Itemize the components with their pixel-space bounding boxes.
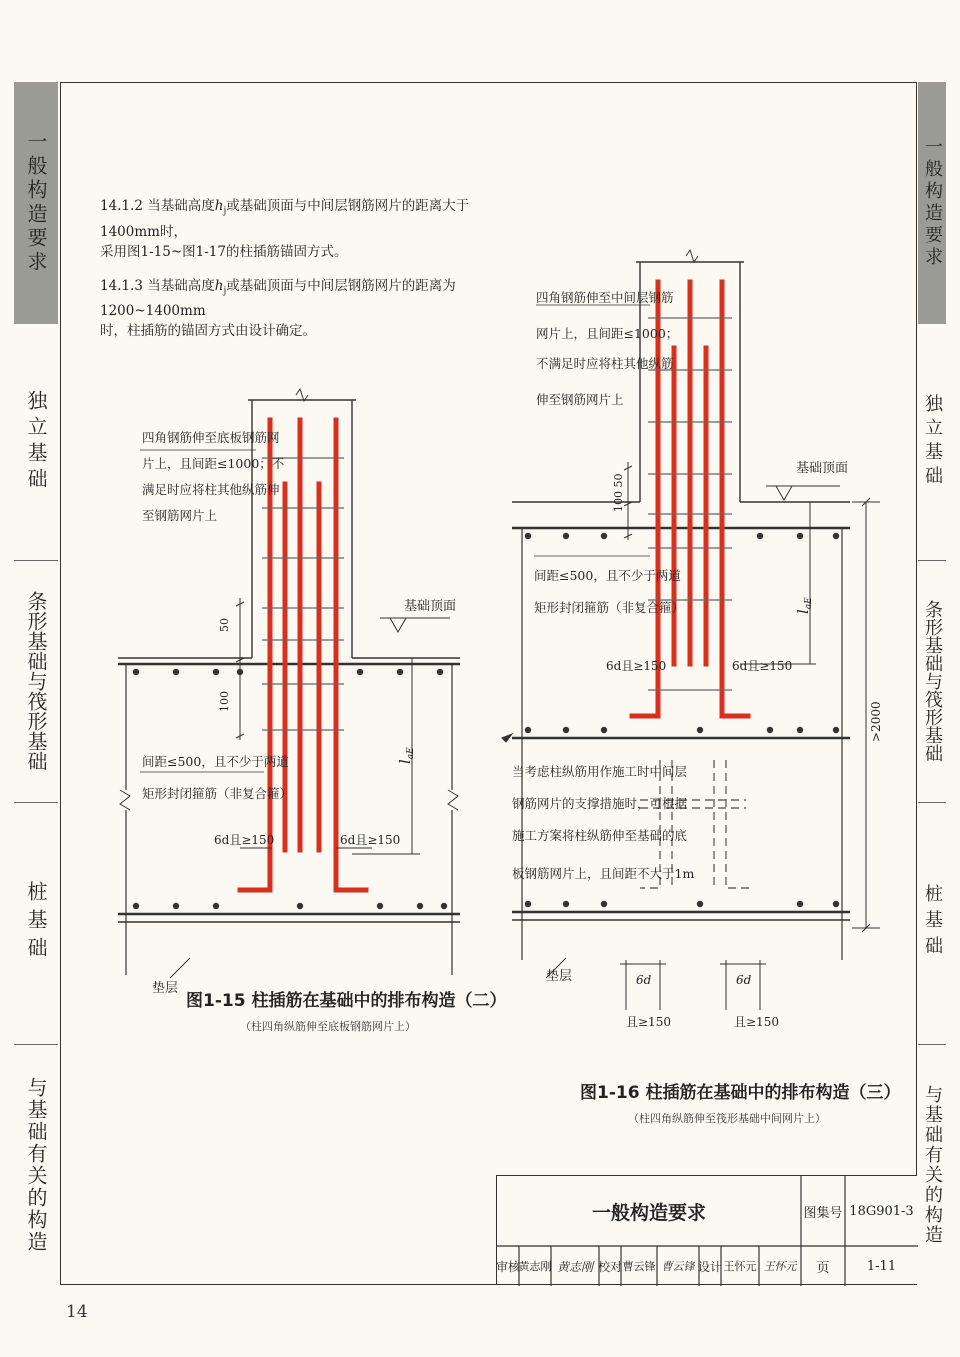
fig16-bottom-d2: 6d <box>736 973 752 987</box>
review-label: 审核 <box>496 1259 521 1274</box>
design-label: 设计 <box>698 1259 723 1274</box>
fig16-cushion-label: 垫层 <box>546 969 573 984</box>
fig16-note-stirrup-2: 矩形封闭箍筋（非复合箍） <box>534 600 685 615</box>
atlas-number: 18G901-3 <box>849 1203 914 1219</box>
fig16-note-stirrup-1: 间距≤500，且不少于两道 <box>534 568 681 583</box>
tab-label: 与基础有关的构造 <box>24 1076 48 1253</box>
fig15-note-corner-2: 片上，且间距≤1000；不 <box>142 456 285 471</box>
page-number: 14 <box>66 1302 88 1322</box>
check-label: 校对 <box>598 1259 623 1274</box>
tab-label: 条形基础与筏形基础 <box>24 591 48 771</box>
atlas-label: 图集号 <box>803 1205 843 1221</box>
tab-label: 与基础有关的构造 <box>922 1084 943 1245</box>
fig15-title: 图1-15 柱插筋在基础中的排布构造（二） <box>186 991 507 1011</box>
fig16-slab-bars <box>525 533 839 907</box>
fig16-note-corner-1: 四角钢筋伸至中间层钢筋 <box>536 290 674 305</box>
fig16-anchor-l: $l_{aE}$ <box>794 597 814 614</box>
fig16-top-label: 基础顶面 <box>796 461 849 476</box>
tab-label: 一般构造要求 <box>24 131 48 275</box>
tab-label: 一般构造要求 <box>922 137 943 269</box>
fig16-bottom-c1: 且≥150 <box>626 1015 671 1029</box>
fig15-hook-right: 6d且≥150 <box>340 833 401 847</box>
fig15-dim-50: 50 <box>218 618 231 632</box>
fig16-hook-right: 6d且≥150 <box>732 659 793 673</box>
fig16-note-support-4: 板钢筋网片上，且间距不大于1m <box>512 866 695 881</box>
fig16-note-corner-2: 网片上，且间距≤1000； <box>536 326 679 341</box>
page-number-cell: 1-11 <box>866 1258 897 1274</box>
title-block-title: 一般构造要求 <box>591 1201 706 1224</box>
tab-label: 桩基础 <box>922 884 943 962</box>
fig15-note-corner-3: 满足时应将柱其他纵筋伸 <box>142 482 280 497</box>
design-name: 王怀元 <box>723 1260 757 1273</box>
fig16-rebar <box>632 282 748 716</box>
design-signature: 王怀元 <box>763 1260 797 1273</box>
fig16-note-support-2: 钢筋网片的支撑措施时，可根据 <box>512 796 688 811</box>
clause-14-1-3: 14.1.3 当基础高度$h_j$或基础顶面与中间层钢筋网片的距离为1200~1400mm 时，柱插筋的锚固方式由设计确定。 <box>100 277 456 340</box>
tab-label: 独立基础 <box>922 394 943 490</box>
fig15-note-corner-4: 至钢筋网片上 <box>142 508 218 523</box>
fig15-note-stirrup-1: 间距≤500，且不少于两道 <box>142 754 289 769</box>
fig16-subtitle: （柱四角纵筋伸至筏形基础中间网片上） <box>628 1112 826 1125</box>
fig16-note-corner-3: 不满足时应将柱其他纵筋 <box>536 356 674 371</box>
fig15-note-stirrup-2: 矩形封闭箍筋（非复合箍） <box>142 786 293 801</box>
clause-14-1-2: 14.1.2 当基础高度$h_j$或基础顶面与中间层钢筋网片的距离大于1400mm时， 采用图1-15~图1-17的柱插筋锚固方式。 <box>100 198 470 260</box>
fig16-note-corner-4: 伸至钢筋网片上 <box>536 392 624 407</box>
title-block <box>496 1175 917 1285</box>
fig16-bottom-d1: 6d <box>636 973 652 987</box>
fig16-note-support-3: 施工方案将柱纵筋伸至基础的底 <box>512 828 688 843</box>
review-name: 黄志刚 <box>518 1260 552 1273</box>
tab-label: 桩基础 <box>24 881 48 965</box>
tab-label: 条形基础与筏形基础 <box>922 600 943 762</box>
fig16-note-support-1: 当考虑柱纵筋用作施工时中间层 <box>512 764 688 779</box>
check-signature: 曹云锋 <box>661 1260 695 1273</box>
page-label: 页 <box>816 1260 830 1276</box>
fig15-dim-100: 100 <box>218 691 231 712</box>
fig15-hook-left: 6d且≥150 <box>214 833 275 847</box>
tab-label: 独立基础 <box>24 390 48 494</box>
fig16-dim-2000: >2000 <box>869 701 883 742</box>
fig15-anchor-l: $l_{aE}$ <box>396 747 416 764</box>
fig15-note-corner-1: 四角钢筋伸至底板钢筋网 <box>142 430 280 445</box>
fig15-subtitle: （柱四角纵筋伸至底板钢筋网片上） <box>240 1020 416 1033</box>
fig16-title: 图1-16 柱插筋在基础中的排布构造（三） <box>580 1083 901 1103</box>
fig16-dim-100-50: 100 50 <box>612 473 625 512</box>
review-signature: 黄志刚 <box>556 1259 593 1274</box>
fig15-top-label: 基础顶面 <box>404 599 457 614</box>
check-name: 曹云锋 <box>622 1260 656 1273</box>
fig15-cushion-label: 垫层 <box>152 981 179 996</box>
fig16-hook-left: 6d且≥150 <box>606 659 667 673</box>
fig16-bottom-c2: 且≥150 <box>734 1015 779 1029</box>
